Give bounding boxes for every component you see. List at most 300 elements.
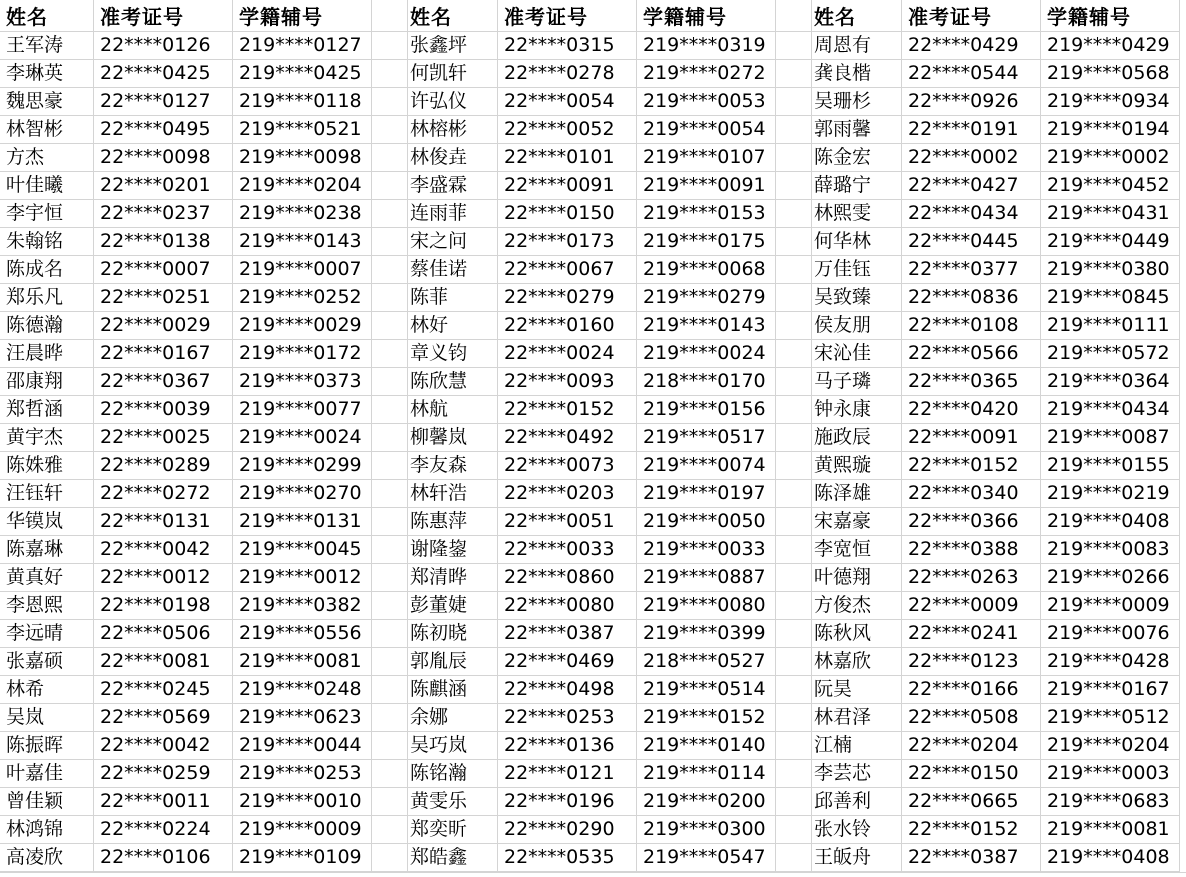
exam-number-cell[interactable]: 22****0138 <box>94 228 233 255</box>
roll-number-cell[interactable]: 219****0449 <box>1041 228 1180 255</box>
name-cell[interactable]: 陈振晖 <box>0 732 94 759</box>
exam-number-cell[interactable]: 22****0272 <box>94 480 233 507</box>
spacer-cell[interactable] <box>372 676 408 703</box>
name-cell[interactable]: 黄熙璇 <box>808 452 902 479</box>
roll-number-cell[interactable]: 219****0045 <box>233 536 372 563</box>
roll-number-cell[interactable]: 219****0111 <box>1041 312 1180 339</box>
name-cell[interactable]: 陈成名 <box>0 256 94 283</box>
exam-number-cell[interactable]: 22****0029 <box>94 312 233 339</box>
exam-number-cell[interactable]: 22****0012 <box>94 564 233 591</box>
spacer-cell[interactable] <box>776 760 812 787</box>
name-cell[interactable]: 张鑫坪 <box>404 32 498 59</box>
roll-number-cell[interactable]: 219****0153 <box>637 200 776 227</box>
name-cell[interactable]: 张嘉硕 <box>0 648 94 675</box>
roll-number-cell[interactable]: 219****0556 <box>233 620 372 647</box>
spacer-cell[interactable] <box>372 732 408 759</box>
name-cell[interactable]: 侯友朋 <box>808 312 902 339</box>
name-cell[interactable]: 汪钰轩 <box>0 480 94 507</box>
exam-number-cell[interactable]: 22****0445 <box>902 228 1041 255</box>
roll-number-cell[interactable]: 219****0143 <box>233 228 372 255</box>
exam-number-cell[interactable]: 22****0279 <box>498 284 637 311</box>
name-cell[interactable]: 朱翰铭 <box>0 228 94 255</box>
roll-number-cell[interactable]: 219****0408 <box>1041 844 1180 871</box>
spacer-cell[interactable] <box>776 200 812 227</box>
header-roll-number[interactable]: 学籍辅号 <box>637 0 776 31</box>
exam-number-cell[interactable]: 22****0009 <box>902 592 1041 619</box>
exam-number-cell[interactable]: 22****0290 <box>498 816 637 843</box>
roll-number-cell[interactable]: 219****0272 <box>637 60 776 87</box>
roll-number-cell[interactable]: 219****0156 <box>637 396 776 423</box>
exam-number-cell[interactable]: 22****0340 <box>902 480 1041 507</box>
roll-number-cell[interactable]: 219****0845 <box>1041 284 1180 311</box>
exam-number-cell[interactable]: 22****0926 <box>902 88 1041 115</box>
exam-number-cell[interactable]: 22****0136 <box>498 732 637 759</box>
name-cell[interactable]: 华镆岚 <box>0 508 94 535</box>
roll-number-cell[interactable]: 219****0024 <box>637 340 776 367</box>
exam-number-cell[interactable]: 22****0191 <box>902 116 1041 143</box>
name-cell[interactable]: 林希 <box>0 676 94 703</box>
spacer-cell[interactable] <box>372 144 408 171</box>
name-cell[interactable]: 陈泽雄 <box>808 480 902 507</box>
header-name[interactable]: 姓名 <box>808 0 902 31</box>
name-cell[interactable]: 吴致臻 <box>808 284 902 311</box>
roll-number-cell[interactable]: 219****0547 <box>637 844 776 871</box>
exam-number-cell[interactable]: 22****0245 <box>94 676 233 703</box>
name-cell[interactable]: 林君泽 <box>808 704 902 731</box>
roll-number-cell[interactable]: 219****0002 <box>1041 144 1180 171</box>
spacer-cell[interactable] <box>372 788 408 815</box>
roll-number-cell[interactable]: 219****0140 <box>637 732 776 759</box>
roll-number-cell[interactable]: 219****0512 <box>1041 704 1180 731</box>
roll-number-cell[interactable]: 219****0253 <box>233 760 372 787</box>
exam-number-cell[interactable]: 22****0196 <box>498 788 637 815</box>
name-cell[interactable]: 李盛霖 <box>404 172 498 199</box>
spacer-cell[interactable] <box>372 88 408 115</box>
name-cell[interactable]: 林鸿锦 <box>0 816 94 843</box>
roll-number-cell[interactable]: 219****0934 <box>1041 88 1180 115</box>
spacer-cell[interactable] <box>372 368 408 395</box>
exam-number-cell[interactable]: 22****0073 <box>498 452 637 479</box>
roll-number-cell[interactable]: 219****0080 <box>637 592 776 619</box>
exam-number-cell[interactable]: 22****0492 <box>498 424 637 451</box>
spacer-cell[interactable] <box>776 648 812 675</box>
roll-number-cell[interactable]: 219****0364 <box>1041 368 1180 395</box>
spacer-cell[interactable] <box>372 32 408 59</box>
exam-number-cell[interactable]: 22****0002 <box>902 144 1041 171</box>
spacer-cell[interactable] <box>372 844 408 871</box>
name-cell[interactable]: 吴岚 <box>0 704 94 731</box>
exam-number-cell[interactable]: 22****0367 <box>94 368 233 395</box>
exam-number-cell[interactable]: 22****0024 <box>498 340 637 367</box>
roll-number-cell[interactable]: 219****0118 <box>233 88 372 115</box>
exam-number-cell[interactable]: 22****0425 <box>94 60 233 87</box>
spacer-cell[interactable] <box>776 0 812 31</box>
spacer-cell[interactable] <box>372 424 408 451</box>
roll-number-cell[interactable]: 219****0152 <box>637 704 776 731</box>
spacer-cell[interactable] <box>776 452 812 479</box>
name-cell[interactable]: 郑皓鑫 <box>404 844 498 871</box>
exam-number-cell[interactable]: 22****0033 <box>498 536 637 563</box>
name-cell[interactable]: 何凯轩 <box>404 60 498 87</box>
exam-number-cell[interactable]: 22****0080 <box>498 592 637 619</box>
spacer-cell[interactable] <box>776 732 812 759</box>
roll-number-cell[interactable]: 219****0452 <box>1041 172 1180 199</box>
name-cell[interactable]: 万佳钰 <box>808 256 902 283</box>
exam-number-cell[interactable]: 22****0388 <box>902 536 1041 563</box>
exam-number-cell[interactable]: 22****0101 <box>498 144 637 171</box>
spacer-cell[interactable] <box>776 424 812 451</box>
roll-number-cell[interactable]: 219****0373 <box>233 368 372 395</box>
roll-number-cell[interactable]: 219****0399 <box>637 620 776 647</box>
spacer-cell[interactable] <box>372 284 408 311</box>
roll-number-cell[interactable]: 219****0238 <box>233 200 372 227</box>
roll-number-cell[interactable]: 219****0107 <box>637 144 776 171</box>
name-cell[interactable]: 林轩浩 <box>404 480 498 507</box>
name-cell[interactable]: 陈欣慧 <box>404 368 498 395</box>
roll-number-cell[interactable]: 218****0170 <box>637 368 776 395</box>
roll-number-cell[interactable]: 219****0009 <box>233 816 372 843</box>
spacer-cell[interactable] <box>776 536 812 563</box>
name-cell[interactable]: 黄真好 <box>0 564 94 591</box>
exam-number-cell[interactable]: 22****0098 <box>94 144 233 171</box>
name-cell[interactable]: 宋沁佳 <box>808 340 902 367</box>
roll-number-cell[interactable]: 219****0053 <box>637 88 776 115</box>
exam-number-cell[interactable]: 22****0237 <box>94 200 233 227</box>
exam-number-cell[interactable]: 22****0121 <box>498 760 637 787</box>
roll-number-cell[interactable]: 219****0109 <box>233 844 372 871</box>
spacer-cell[interactable] <box>776 396 812 423</box>
name-cell[interactable]: 林俊垚 <box>404 144 498 171</box>
exam-number-cell[interactable]: 22****0387 <box>902 844 1041 871</box>
roll-number-cell[interactable]: 219****0279 <box>637 284 776 311</box>
exam-number-cell[interactable]: 22****0106 <box>94 844 233 871</box>
exam-number-cell[interactable]: 22****0054 <box>498 88 637 115</box>
name-cell[interactable]: 郑清晔 <box>404 564 498 591</box>
name-cell[interactable]: 林嘉欣 <box>808 648 902 675</box>
name-cell[interactable]: 林榕彬 <box>404 116 498 143</box>
spacer-cell[interactable] <box>776 256 812 283</box>
name-cell[interactable]: 王军涛 <box>0 32 94 59</box>
exam-number-cell[interactable]: 22****0093 <box>498 368 637 395</box>
name-cell[interactable]: 李琳英 <box>0 60 94 87</box>
spacer-cell[interactable] <box>776 32 812 59</box>
exam-number-cell[interactable]: 22****0387 <box>498 620 637 647</box>
exam-number-cell[interactable]: 22****0665 <box>902 788 1041 815</box>
exam-number-cell[interactable]: 22****0091 <box>498 172 637 199</box>
name-cell[interactable]: 魏思豪 <box>0 88 94 115</box>
exam-number-cell[interactable]: 22****0081 <box>94 648 233 675</box>
name-cell[interactable]: 陈嘉琳 <box>0 536 94 563</box>
roll-number-cell[interactable]: 219****0431 <box>1041 200 1180 227</box>
name-cell[interactable]: 林熙雯 <box>808 200 902 227</box>
header-exam-number[interactable]: 准考证号 <box>94 0 233 31</box>
name-cell[interactable]: 龚良楷 <box>808 60 902 87</box>
roll-number-cell[interactable]: 219****0050 <box>637 508 776 535</box>
roll-number-cell[interactable]: 219****0127 <box>233 32 372 59</box>
exam-number-cell[interactable]: 22****0253 <box>498 704 637 731</box>
roll-number-cell[interactable]: 219****0143 <box>637 312 776 339</box>
roll-number-cell[interactable]: 219****0521 <box>233 116 372 143</box>
exam-number-cell[interactable]: 22****0860 <box>498 564 637 591</box>
spacer-cell[interactable] <box>372 0 408 31</box>
roll-number-cell[interactable]: 219****0007 <box>233 256 372 283</box>
exam-number-cell[interactable]: 22****0167 <box>94 340 233 367</box>
roll-number-cell[interactable]: 219****0044 <box>233 732 372 759</box>
name-cell[interactable]: 宋嘉豪 <box>808 508 902 535</box>
exam-number-cell[interactable]: 22****0836 <box>902 284 1041 311</box>
header-exam-number[interactable]: 准考证号 <box>902 0 1041 31</box>
roll-number-cell[interactable]: 219****0204 <box>233 172 372 199</box>
exam-number-cell[interactable]: 22****0263 <box>902 564 1041 591</box>
exam-number-cell[interactable]: 22****0366 <box>902 508 1041 535</box>
roll-number-cell[interactable]: 219****0175 <box>637 228 776 255</box>
name-cell[interactable]: 李宇恒 <box>0 200 94 227</box>
name-cell[interactable]: 周恩有 <box>808 32 902 59</box>
roll-number-cell[interactable]: 219****0114 <box>637 760 776 787</box>
roll-number-cell[interactable]: 218****0527 <box>637 648 776 675</box>
roll-number-cell[interactable]: 219****0248 <box>233 676 372 703</box>
roll-number-cell[interactable]: 219****0172 <box>233 340 372 367</box>
name-cell[interactable]: 李宽恒 <box>808 536 902 563</box>
name-cell[interactable]: 陈铭瀚 <box>404 760 498 787</box>
roll-number-cell[interactable]: 219****0200 <box>637 788 776 815</box>
name-cell[interactable]: 余娜 <box>404 704 498 731</box>
roll-number-cell[interactable]: 219****0319 <box>637 32 776 59</box>
roll-number-cell[interactable]: 219****0024 <box>233 424 372 451</box>
header-roll-number[interactable]: 学籍辅号 <box>233 0 372 31</box>
exam-number-cell[interactable]: 22****0126 <box>94 32 233 59</box>
name-cell[interactable]: 彭董婕 <box>404 592 498 619</box>
roll-number-cell[interactable]: 219****0081 <box>1041 816 1180 843</box>
name-cell[interactable]: 施政辰 <box>808 424 902 451</box>
exam-number-cell[interactable]: 22****0131 <box>94 508 233 535</box>
header-name[interactable]: 姓名 <box>404 0 498 31</box>
name-cell[interactable]: 陈德瀚 <box>0 312 94 339</box>
exam-number-cell[interactable]: 22****0315 <box>498 32 637 59</box>
exam-number-cell[interactable]: 22****0052 <box>498 116 637 143</box>
name-cell[interactable]: 马子璘 <box>808 368 902 395</box>
roll-number-cell[interactable]: 219****0076 <box>1041 620 1180 647</box>
exam-number-cell[interactable]: 22****0051 <box>498 508 637 535</box>
spacer-cell[interactable] <box>372 480 408 507</box>
exam-number-cell[interactable]: 22****0377 <box>902 256 1041 283</box>
roll-number-cell[interactable]: 219****0299 <box>233 452 372 479</box>
roll-number-cell[interactable]: 219****0266 <box>1041 564 1180 591</box>
spacer-cell[interactable] <box>776 788 812 815</box>
spacer-cell[interactable] <box>372 704 408 731</box>
name-cell[interactable]: 林航 <box>404 396 498 423</box>
roll-number-cell[interactable]: 219****0010 <box>233 788 372 815</box>
roll-number-cell[interactable]: 219****0098 <box>233 144 372 171</box>
spacer-cell[interactable] <box>776 116 812 143</box>
spacer-cell[interactable] <box>776 228 812 255</box>
name-cell[interactable]: 陈初晓 <box>404 620 498 647</box>
roll-number-cell[interactable]: 219****0009 <box>1041 592 1180 619</box>
roll-number-cell[interactable]: 219****0887 <box>637 564 776 591</box>
spacer-cell[interactable] <box>776 704 812 731</box>
name-cell[interactable]: 李芸芯 <box>808 760 902 787</box>
exam-number-cell[interactable]: 22****0042 <box>94 732 233 759</box>
exam-number-cell[interactable]: 22****0544 <box>902 60 1041 87</box>
name-cell[interactable]: 连雨菲 <box>404 200 498 227</box>
name-cell[interactable]: 吴巧岚 <box>404 732 498 759</box>
exam-number-cell[interactable]: 22****0278 <box>498 60 637 87</box>
spacer-cell[interactable] <box>776 88 812 115</box>
spacer-cell[interactable] <box>372 760 408 787</box>
name-cell[interactable]: 汪晨晔 <box>0 340 94 367</box>
name-cell[interactable]: 郑乐凡 <box>0 284 94 311</box>
name-cell[interactable]: 柳馨岚 <box>404 424 498 451</box>
spacer-cell[interactable] <box>372 396 408 423</box>
roll-number-cell[interactable]: 219****0197 <box>637 480 776 507</box>
exam-number-cell[interactable]: 22****0091 <box>902 424 1041 451</box>
exam-number-cell[interactable]: 22****0420 <box>902 396 1041 423</box>
name-cell[interactable]: 许弘仪 <box>404 88 498 115</box>
spacer-cell[interactable] <box>372 536 408 563</box>
name-cell[interactable]: 郑奕昕 <box>404 816 498 843</box>
exam-number-cell[interactable]: 22****0535 <box>498 844 637 871</box>
spacer-cell[interactable] <box>372 228 408 255</box>
roll-number-cell[interactable]: 219****0683 <box>1041 788 1180 815</box>
spacer-cell[interactable] <box>372 564 408 591</box>
exam-number-cell[interactable]: 22****0224 <box>94 816 233 843</box>
name-cell[interactable]: 郑哲涵 <box>0 396 94 423</box>
exam-number-cell[interactable]: 22****0365 <box>902 368 1041 395</box>
roll-number-cell[interactable]: 219****0091 <box>637 172 776 199</box>
roll-number-cell[interactable]: 219****0204 <box>1041 732 1180 759</box>
exam-number-cell[interactable]: 22****0569 <box>94 704 233 731</box>
roll-number-cell[interactable]: 219****0572 <box>1041 340 1180 367</box>
name-cell[interactable]: 林智彬 <box>0 116 94 143</box>
roll-number-cell[interactable]: 219****0083 <box>1041 536 1180 563</box>
roll-number-cell[interactable]: 219****0074 <box>637 452 776 479</box>
roll-number-cell[interactable]: 219****0270 <box>233 480 372 507</box>
spacer-cell[interactable] <box>776 340 812 367</box>
name-cell[interactable]: 叶德翔 <box>808 564 902 591</box>
name-cell[interactable]: 曾佳颖 <box>0 788 94 815</box>
spacer-cell[interactable] <box>372 60 408 87</box>
roll-number-cell[interactable]: 219****0033 <box>637 536 776 563</box>
spacer-cell[interactable] <box>776 508 812 535</box>
roll-number-cell[interactable]: 219****0155 <box>1041 452 1180 479</box>
exam-number-cell[interactable]: 22****0427 <box>902 172 1041 199</box>
spacer-cell[interactable] <box>372 648 408 675</box>
spacer-cell[interactable] <box>372 200 408 227</box>
exam-number-cell[interactable]: 22****0127 <box>94 88 233 115</box>
exam-number-cell[interactable]: 22****0204 <box>902 732 1041 759</box>
name-cell[interactable]: 邱善利 <box>808 788 902 815</box>
name-cell[interactable]: 叶佳曦 <box>0 172 94 199</box>
name-cell[interactable]: 陈秋风 <box>808 620 902 647</box>
exam-number-cell[interactable]: 22****0152 <box>902 816 1041 843</box>
spacer-cell[interactable] <box>776 592 812 619</box>
exam-number-cell[interactable]: 22****0007 <box>94 256 233 283</box>
spacer-cell[interactable] <box>776 144 812 171</box>
exam-number-cell[interactable]: 22****0566 <box>902 340 1041 367</box>
exam-number-cell[interactable]: 22****0434 <box>902 200 1041 227</box>
roll-number-cell[interactable]: 219****0517 <box>637 424 776 451</box>
exam-number-cell[interactable]: 22****0042 <box>94 536 233 563</box>
name-cell[interactable]: 林好 <box>404 312 498 339</box>
spacer-cell[interactable] <box>776 60 812 87</box>
exam-number-cell[interactable]: 22****0152 <box>498 396 637 423</box>
name-cell[interactable]: 王皈舟 <box>808 844 902 871</box>
exam-number-cell[interactable]: 22****0508 <box>902 704 1041 731</box>
roll-number-cell[interactable]: 219****0167 <box>1041 676 1180 703</box>
spacer-cell[interactable] <box>372 592 408 619</box>
exam-number-cell[interactable]: 22****0498 <box>498 676 637 703</box>
roll-number-cell[interactable]: 219****0131 <box>233 508 372 535</box>
name-cell[interactable]: 邵康翔 <box>0 368 94 395</box>
name-cell[interactable]: 章义钧 <box>404 340 498 367</box>
roll-number-cell[interactable]: 219****0380 <box>1041 256 1180 283</box>
exam-number-cell[interactable]: 22****0039 <box>94 396 233 423</box>
exam-number-cell[interactable]: 22****0251 <box>94 284 233 311</box>
roll-number-cell[interactable]: 219****0429 <box>1041 32 1180 59</box>
exam-number-cell[interactable]: 22****0429 <box>902 32 1041 59</box>
spacer-cell[interactable] <box>776 620 812 647</box>
name-cell[interactable]: 高凌欣 <box>0 844 94 871</box>
name-cell[interactable]: 陈菲 <box>404 284 498 311</box>
name-cell[interactable]: 陈姝雅 <box>0 452 94 479</box>
roll-number-cell[interactable]: 219****0252 <box>233 284 372 311</box>
spacer-cell[interactable] <box>372 620 408 647</box>
exam-number-cell[interactable]: 22****0025 <box>94 424 233 451</box>
roll-number-cell[interactable]: 219****0003 <box>1041 760 1180 787</box>
spacer-cell[interactable] <box>372 312 408 339</box>
roll-number-cell[interactable]: 219****0408 <box>1041 508 1180 535</box>
roll-number-cell[interactable]: 219****0434 <box>1041 396 1180 423</box>
exam-number-cell[interactable]: 22****0173 <box>498 228 637 255</box>
exam-number-cell[interactable]: 22****0108 <box>902 312 1041 339</box>
spacer-cell[interactable] <box>776 480 812 507</box>
name-cell[interactable]: 方杰 <box>0 144 94 171</box>
roll-number-cell[interactable]: 219****0068 <box>637 256 776 283</box>
spacer-cell[interactable] <box>372 340 408 367</box>
name-cell[interactable]: 陈金宏 <box>808 144 902 171</box>
name-cell[interactable]: 李友森 <box>404 452 498 479</box>
name-cell[interactable]: 何华林 <box>808 228 902 255</box>
name-cell[interactable]: 陈惠萍 <box>404 508 498 535</box>
header-name[interactable]: 姓名 <box>0 0 94 31</box>
roll-number-cell[interactable]: 219****0568 <box>1041 60 1180 87</box>
name-cell[interactable]: 郭雨馨 <box>808 116 902 143</box>
header-exam-number[interactable]: 准考证号 <box>498 0 637 31</box>
name-cell[interactable]: 张水铃 <box>808 816 902 843</box>
exam-number-cell[interactable]: 22****0198 <box>94 592 233 619</box>
roll-number-cell[interactable]: 219****0425 <box>233 60 372 87</box>
exam-number-cell[interactable]: 22****0166 <box>902 676 1041 703</box>
spacer-cell[interactable] <box>372 172 408 199</box>
spacer-cell[interactable] <box>776 844 812 871</box>
roll-number-cell[interactable]: 219****0194 <box>1041 116 1180 143</box>
name-cell[interactable]: 钟永康 <box>808 396 902 423</box>
spacer-cell[interactable] <box>776 816 812 843</box>
roll-number-cell[interactable]: 219****0382 <box>233 592 372 619</box>
exam-number-cell[interactable]: 22****0469 <box>498 648 637 675</box>
name-cell[interactable]: 郭胤辰 <box>404 648 498 675</box>
roll-number-cell[interactable]: 219****0300 <box>637 816 776 843</box>
spacer-cell[interactable] <box>372 508 408 535</box>
name-cell[interactable]: 阮昊 <box>808 676 902 703</box>
exam-number-cell[interactable]: 22****0241 <box>902 620 1041 647</box>
name-cell[interactable]: 谢隆鋆 <box>404 536 498 563</box>
roll-number-cell[interactable]: 219****0081 <box>233 648 372 675</box>
roll-number-cell[interactable]: 219****0623 <box>233 704 372 731</box>
name-cell[interactable]: 吴珊杉 <box>808 88 902 115</box>
spacer-cell[interactable] <box>372 256 408 283</box>
name-cell[interactable]: 蔡佳诺 <box>404 256 498 283</box>
